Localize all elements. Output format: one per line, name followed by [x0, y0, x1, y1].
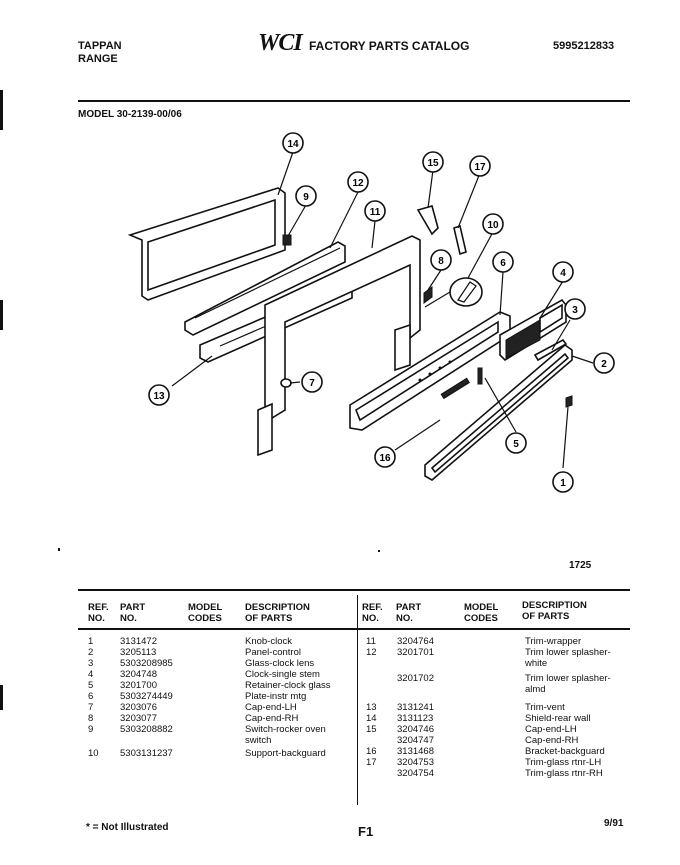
speck	[378, 550, 380, 552]
svg-text:2: 2	[601, 359, 607, 370]
support-backguard-part	[450, 278, 482, 306]
wci-logo: WCI	[258, 30, 302, 56]
svg-text:6: 6	[500, 258, 506, 269]
catalog-number: 5995212833	[553, 40, 615, 52]
col-header-model-right: MODEL CODES	[464, 602, 499, 624]
callout-13	[149, 385, 169, 405]
exploded-parts-diagram	[0, 120, 680, 580]
svg-text:14: 14	[287, 139, 299, 150]
svg-text:8: 8	[438, 256, 444, 267]
trim-glass-retainer-part	[454, 226, 466, 254]
end-cap-lh-2-part	[418, 206, 438, 234]
callout-16	[375, 447, 395, 467]
callout-5	[506, 433, 526, 453]
col-header-part-left: PART NO.	[120, 602, 146, 624]
figure-number: 1725	[569, 560, 592, 571]
svg-text:11: 11	[369, 207, 381, 218]
col-header-ref-left: REF. NO.	[88, 602, 109, 624]
callout-7	[302, 372, 322, 392]
catalog-title: FACTORY PARTS CATALOG	[309, 39, 470, 53]
svg-text:12: 12	[352, 178, 364, 189]
callout-11	[365, 201, 385, 221]
header-underline	[78, 628, 630, 630]
svg-text:13: 13	[153, 391, 165, 402]
callout-15	[423, 152, 443, 172]
svg-text:15: 15	[427, 158, 439, 169]
svg-text:7: 7	[309, 378, 315, 389]
not-illustrated-note: * = Not Illustrated	[86, 822, 169, 833]
table-top-rule	[78, 589, 630, 591]
svg-text:1: 1	[560, 478, 566, 489]
col-header-part-right: PART NO.	[396, 602, 422, 624]
col-header-ref-right: REF. NO.	[362, 602, 383, 624]
trim-wrapper-part	[258, 236, 420, 455]
svg-text:3: 3	[572, 305, 578, 316]
callout-3	[565, 299, 585, 319]
revision-date: 9/91	[604, 818, 624, 829]
svg-text:10: 10	[487, 220, 499, 231]
callout-9	[296, 186, 316, 206]
callout-14	[283, 133, 303, 153]
rocker-switch-part	[283, 235, 291, 245]
col-header-desc-left: DESCRIPTION OF PARTS	[245, 602, 310, 624]
binding-mark	[0, 685, 3, 710]
callout-6	[493, 252, 513, 272]
callout-8	[431, 250, 451, 270]
callout-12	[348, 172, 368, 192]
col-header-model-left: MODEL CODES	[188, 602, 223, 624]
callout-4	[553, 262, 573, 282]
svg-text:9: 9	[303, 192, 309, 203]
callout-10	[483, 214, 503, 234]
page-number: F1	[358, 824, 374, 839]
end-cap-lh-part	[281, 379, 291, 387]
svg-text:5: 5	[513, 439, 519, 450]
svg-text:4: 4	[560, 268, 566, 279]
brand-line-2: RANGE	[78, 53, 118, 65]
callout-17	[470, 156, 490, 176]
clock-part	[500, 300, 566, 360]
svg-text:17: 17	[474, 162, 486, 173]
clock-knob-part	[566, 396, 572, 407]
brand-line-1: TAPPAN	[78, 40, 122, 52]
callout-1	[553, 472, 573, 492]
callout-2	[594, 353, 614, 373]
speck	[58, 548, 60, 551]
svg-text:16: 16	[379, 453, 391, 464]
model-line: MODEL 30-2139-00/06	[78, 109, 182, 120]
header-rule	[78, 100, 630, 102]
col-header-desc-right: DESCRIPTION OF PARTS	[522, 600, 587, 622]
column-divider	[357, 595, 358, 805]
retainer-part	[478, 368, 482, 384]
